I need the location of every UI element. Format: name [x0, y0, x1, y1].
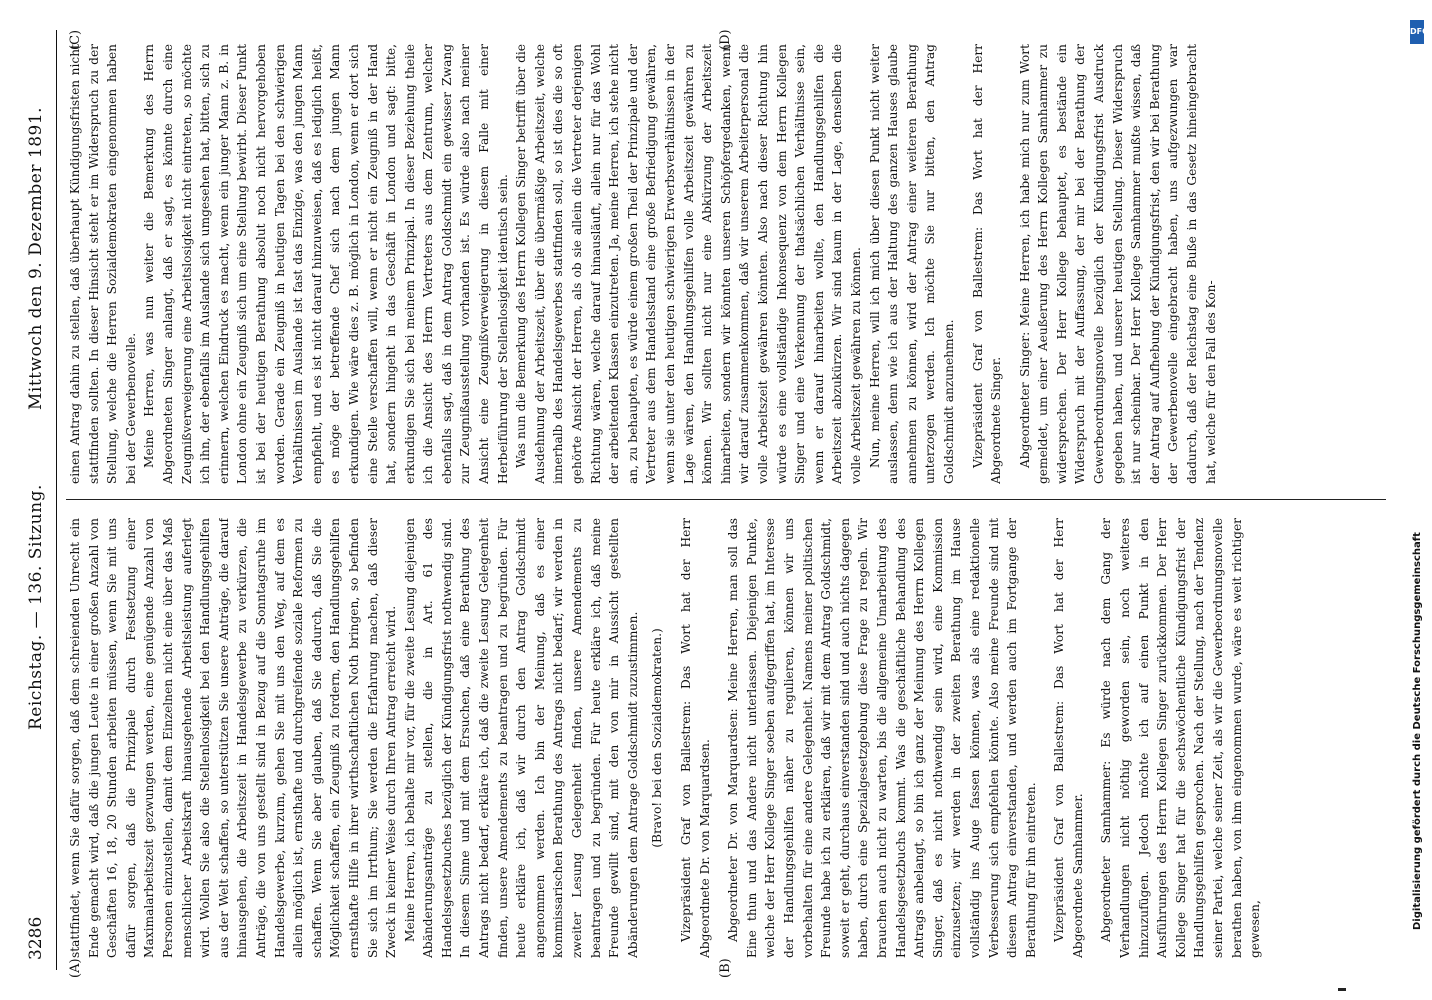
paragraph: Abgeordneter Samhammer: Es würde nach dem Gang der Verhandlungen nicht nöthig geworden sein, noch weiteres hinzuzufügen. Jedoch möchte ich auf einen Punkt in den Ausführungen des Herrn Kollegen Singer zurückkommen. Der Herr Kollege Singer hat für die sechswöchentliche Kündigungsfrist der Handlungsgehilfen gesprochen. Nach der Stellung, nach der Tendenz seiner Partei, welche seiner Zeit, als wir die Gewerbeordnungsnovelle berathen haben, von ihm eingenommen wurde, wäre es weit richtiger gewesen,: [1099, 518, 1263, 958]
column-divider: [66, 499, 1386, 500]
dfg-credit-line: Digitalisierung gefördert durch die Deutsche Forschungsgemeinschaft: [1412, 532, 1423, 930]
paragraph: Meine Herren, ich behalte mir vor, für die zweite Lesung diejenigen Abänderungsanträge zu stellen, die in Art. 61 des Handelsgesetzbuches bezüglich der Kündigungsfrist nothwendig sind. In diesem Sinne und mit dem Ersuchen, daß eine Berathung des Antrags nicht bedarf, erkläre ich, daß die zweite Lesung Gelegenheit finden, unsere Amendements zu beantragen und zu begründen. Für heute erkläre ich, daß wir durch den Antrag Goldschmidt angenommen werden. Ich bin der Meinung, daß es einer kommissarischen Berathung des Antrags nicht bedarf; wir werden in zweiter Lesung Gelegenheit finden, unsere Amendements zu beantragen und zu begründen. Für heute erkläre ich, daß meine Freunde gewillt sind, mit den von mir in Aussicht gestellten Abänderungen dem Antrage Goldschmidt zuzustimmen.: [402, 518, 640, 958]
paragraph: (Bravo! bei den Sozialdemokraten.): [650, 628, 665, 848]
margin-marker-c: (C): [68, 29, 83, 50]
paragraph: Vizepräsident Graf von Ballestrem: Das Wort hat der Herr Abgeordnete Samhammer.: [1052, 518, 1085, 958]
paragraph: stattfindet, wenn Sie dafür sorgen, daß dem schreienden Unrecht ein Ende gemacht wird, daß die jungen Leute in einer großen Anzahl von Geschäften 16, 18, 20 Stunden arbeiten müssen, wenn Sie mit uns dafür sorgen, daß die Prinzipale durch Festsetzung einer Maximalarbeitszeit gezwungen werden, eine genügende Anzahl von Personen einzustellen, damit dem Einzelnen nicht eine über das Maß menschlicher Arbeitskraft hinausgehende Arbeitsleistung auferlegt wird. Wollen Sie also die Stellenlosigkeit bei den Handlungsgehilfen aus der Welt schaffen, so unterstützen Sie unsere Anträge, die darauf hinausgehen, die Arbeitszeit in Handelsgewerbe zu verkürzen, die Anträge, die von uns gestellt sind in Bezug auf die Sonntagsruhe im Handelsgewerbe, kurzum, gehen Sie mit uns den Weg, auf dem es allein möglich ist, ernsthafte und durchgreifende soziale Reformen zu schaffen. Wenn Sie aber glauben, daß Sie dadurch, daß Sie die Möglichkeit schaffen, ein Zeugniß zu fordern, den Handlungsgehilfen ernsthafte Hilfe in ihrer wirthschaftlichen Noth bringen, so befinden Sie sich im Irrthum; Sie werden die Erfahrung machen, daß dieser Zweck in keiner Weise durch Ihren Antrag erreicht wird.: [68, 518, 399, 958]
right-text-column: [66, 44, 1386, 484]
paragraph: Vizepräsident Graf von Ballestrem: Das Wort hat der Herr Abgeordnete Singer.: [970, 44, 1004, 484]
paragraph: Was nun die Bemerkung des Herrn Kollegen Singer betrifft über die Ausdehnung der Arbeitszeit, über die übermäßige Arbeitszeit, welche innerhalb des Handelsgewerbes stattfinden soll, so ist dies die so oft gehörte Ansicht der Herren, als ob sie allein die Vertreter derjenigen Richtung wären, welche darauf hinausläuft, allein nur für das Wohl der arbeitenden Klassen einzutreten. Ja, meine Herren, ich stehe nicht an, zu behaupten, es würde einem großen Theil der Prinzipale und der Vertreter aus dem Handelsstand eine große Befriedigung gewähren, wenn sie unter den heutigen schwierigen Erwerbsverhältnissen in der Lage wären, den Handlungsgehilfen volle Arbeitszeit gewähren zu können. Wir sollten nicht nur eine Abkürzung der Arbeitszeit hinarbeiten, sondern wir könnten unseren Schöpfergedanken, wenn wir darauf zusammenkommen, daß wir unserem Arbeiterpersonal die volle Arbeitszeit gewähren könnten. Also nach dieser Richtung hin würde es eine vollständige Inkonsequenz von dem Herrn Kollegen Singer und eine Verkennung der thatsächlichen Verhältnisse sein, wenn er darauf hinarbeiten wollte, den Handlungsgehilfen die Arbeitszeit abzukürzen. Wir sind kaum in der Lage, denselben die volle Arbeitszeit gewähren zu können.: [514, 44, 863, 484]
paragraph: Nun, meine Herren, will ich mich über diesen Punkt nicht weiter auslassen, denn wie ich aus der Haltung des ganzen Hauses glaube annehmen zu können, wird der Antrag einer weiteren Berathung unterzogen werden. Ich möchte Sie nur bitten, den Antrag Goldschmidt anzunehmen.: [867, 44, 956, 484]
scan-mark: [1338, 988, 1346, 991]
paragraph: Meine Herren, was nun weiter die Bemerkung des Herrn Abgeordneten Singer anlangt, daß er sagt, es könnte durch eine Zeugnißverweigerung eine Arbeitslosigkeit nicht eintreten, so möchte ich ihn, der ebenfalls im Auslande sich umgesehen hat, bitten, sich zu erinnern, welchen Eindruck es macht, wenn ein junger Mann z. B. in London ohne ein Zeugniß sich um eine Stellung bewirbt. Dieser Punkt ist bei der heutigen Berathung absolut noch nicht hervorgehoben worden. Gerade ein Zeugniß in heutigen Tagen bei den schwierigen Verhältnissen im Auslande ist fast das Einzige, was den jungen Mann empfiehlt, und es ist nicht darauf hinzuweisen, daß es lediglich heißt, es möge der betreffende Chef sich nach dem jungen Mann erkundigen. Wie wäre dies z. B. möglich in London, wenn er dort sich eine Stelle verschaffen will, wenn er nicht ein Zeugniß in der Hand hat, sondern hingeht in das Geschäft in London und sagt: bitte, erkundigen Sie sich bei meinem Prinzipal. In dieser Beziehung theile ich die Ansicht des Herrn Vertreters aus dem Zentrum, welcher ebenfalls sagt, daß in dem Antrag Goldschmidt ein gewisser Zwang zur Zeugnißausstellung vorhanden ist. Es würde also nach meiner Ansicht eine Zeugnißverweigerung in diesem Falle mit einer Herbeiführung der Stellenlosigkeit identisch sein.: [142, 44, 510, 484]
left-text-column: [66, 518, 1386, 958]
margin-marker-d: (D): [718, 29, 733, 50]
page-header: [18, 30, 58, 970]
paragraph: Abgeordneter Dr. von Marquardsen: Meine Herren, man soll das Eine thun und das Andere nicht unterlassen. Diejenigen Punkte, welche der Herr Kollege Singer soeben aufgegriffen hat, im Interesse der Handlungsgehilfen näher zu regulieren, können wir uns vorbehalten für eine andere Gelegenheit. Namens meiner politischen Freunde habe ich zu erklären, daß wir mit dem Antrag Goldschmidt, soweit er geht, durchaus einverstanden sind und auch nichts dagegen haben, durch eine Spezialgesetzgebung diese Frage zu regeln. Wir brauchen auch nicht zu warten, bis die allgemeine Umarbeitung des Handelsgesetzbuchs kommt. Was die geschäftliche Behandlung des Antrags anbelangt, so bin ich ganz der Meinung des Herrn Kollegen Singer, daß es nicht nothwendig sein wird, eine Kommission einzusetzen; wir werden in der zweiten Berathung im Hause vollständig ins Auge fassen können, was als eine redaktionelle Verbesserung sich empfehlen könnte. Also meine Freunde sind mit diesem Antrag einverstanden, und werden auch im Fortgange der Berathung für ihn eintreten.: [726, 518, 1038, 958]
margin-marker-a: (A): [68, 958, 83, 978]
session-title: Reichstag. — 136. Sitzung.: [26, 484, 46, 730]
dfg-logo: DFG: [1410, 20, 1424, 44]
header-rule: [56, 30, 57, 970]
page-number: 3286: [26, 916, 46, 960]
paragraph: Abgeordneter Singer: Meine Herren, ich habe mich nur zum Wort gemeldet, um einer Aeußerung des Herrn Kollegen Samhammer zu widersprechen. Der Herr Kollege behauptet, es bestände ein Widerspruch mit der Auffassung, der mir bei der Berathung der Gewerbeordnungsnovelle bezüglich der Kündigungsfrist Ausdruck gegeben haben, und unserer heutigen Stellung. Dieser Widerspruch ist nur scheinbar. Der Herr Kollege Samhammer mußte wissen, daß der Antrag auf Aufhebung der Kündigungsfrist, den wir bei Berathung der Gewerbenovelle eingebracht haben, uns aufgezwungen war dadurch, daß der Reichstag eine Buße in das Gesetz hineingebracht hat, welche für den Fall des Kon-: [1017, 44, 1218, 484]
rotated-newspaper-page: [18, 29, 1398, 978]
paragraph: Vizepräsident Graf von Ballestrem: Das Wort hat der Herr Abgeordnete Dr. von Marquardsen.: [679, 518, 712, 958]
margin-marker-b: (B): [718, 958, 733, 978]
paragraph: einen Antrag dahin zu stellen, daß überhaupt Kündigungsfristen nicht stattfinden sollten. In dieser Hinsicht steht er im Widerspruch zu der Stellung, welche die Herren Sozialdemokraten eingenommen haben bei der Gewerbenovelle.: [68, 44, 138, 484]
session-date: Mittwoch den 9. Dezember 1891.: [26, 106, 46, 410]
